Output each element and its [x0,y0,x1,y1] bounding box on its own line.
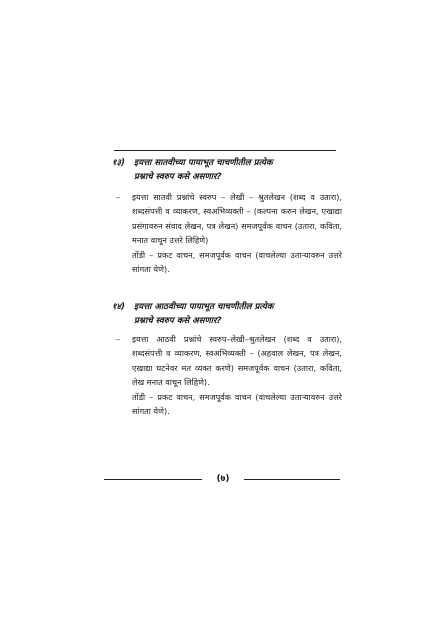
question-text-line1: इयत्ता सातवीच्या पायाभूत चाचणीतील प्रत्येक [134,158,273,168]
oral-text: तोंडी – प्रकट वाचन, समजपूर्वक वाचन (वाचलेल्या उताऱ्यावरुन उत्तरे सांगता येणे). [132,391,342,417]
top-divider [114,150,336,151]
bullet-dash: – [116,192,121,202]
bullet-dash: – [116,334,121,344]
page-number: (७) [216,474,230,484]
question-text-line2: प्रश्नाचे स्वरुप कसे असणार? [134,172,222,183]
answer-13 [116,190,342,276]
question-13 [112,156,340,184]
footer-rule-left [104,479,202,480]
footer-rule-right [244,479,340,480]
oral-text: तोंडी – प्रकट वाचन, समजपूर्वक वाचन (वाचलेल्या उताऱ्यावरुन उत्तरे सांगता येणे). [132,249,342,275]
question-14 [112,300,340,328]
question-number: १३) [112,158,125,168]
page-footer [104,472,340,488]
question-text-line2: प्रश्नाचे स्वरुप कसे असणार? [134,316,222,327]
answer-text: इयत्ता सातवी प्रश्नांचे स्वरुप – लेखी – श्रुतलेखन (शब्द व उतारा), शब्दसंपत्ती व व्याकरण, स्वअभिव्यक्ती – (कल्पना करुन लेखन, एखाद्या प्रसंगावरुन संवाद लेखन, पत्र लेखन) समजपूर्वक वाचन (उतारा, कविता, मनात वाचून उत्तरे लिहिणे) [132,192,342,246]
answer-text: इयत्ता आठवी प्रश्नांचे स्वरुप–लेखी–श्रुतलेखन (शब्द व उतारा), शब्दसंपत्ती व व्याकरण, स्वअभिव्यक्ती – (अहवाल लेखन, पत्र लेखन, एखाद्या घटनेवर मत व्यक्त करणे) समजपूर्वक वाचन (उतारा, कविता, लेख मनात वाचून लिहिणे). [132,334,342,388]
answer-14 [116,332,342,418]
question-number: १४) [112,302,125,312]
question-text-line1: इयत्ता आठवीच्या पायाभूत चाचणीतील प्रत्येक [134,302,274,312]
